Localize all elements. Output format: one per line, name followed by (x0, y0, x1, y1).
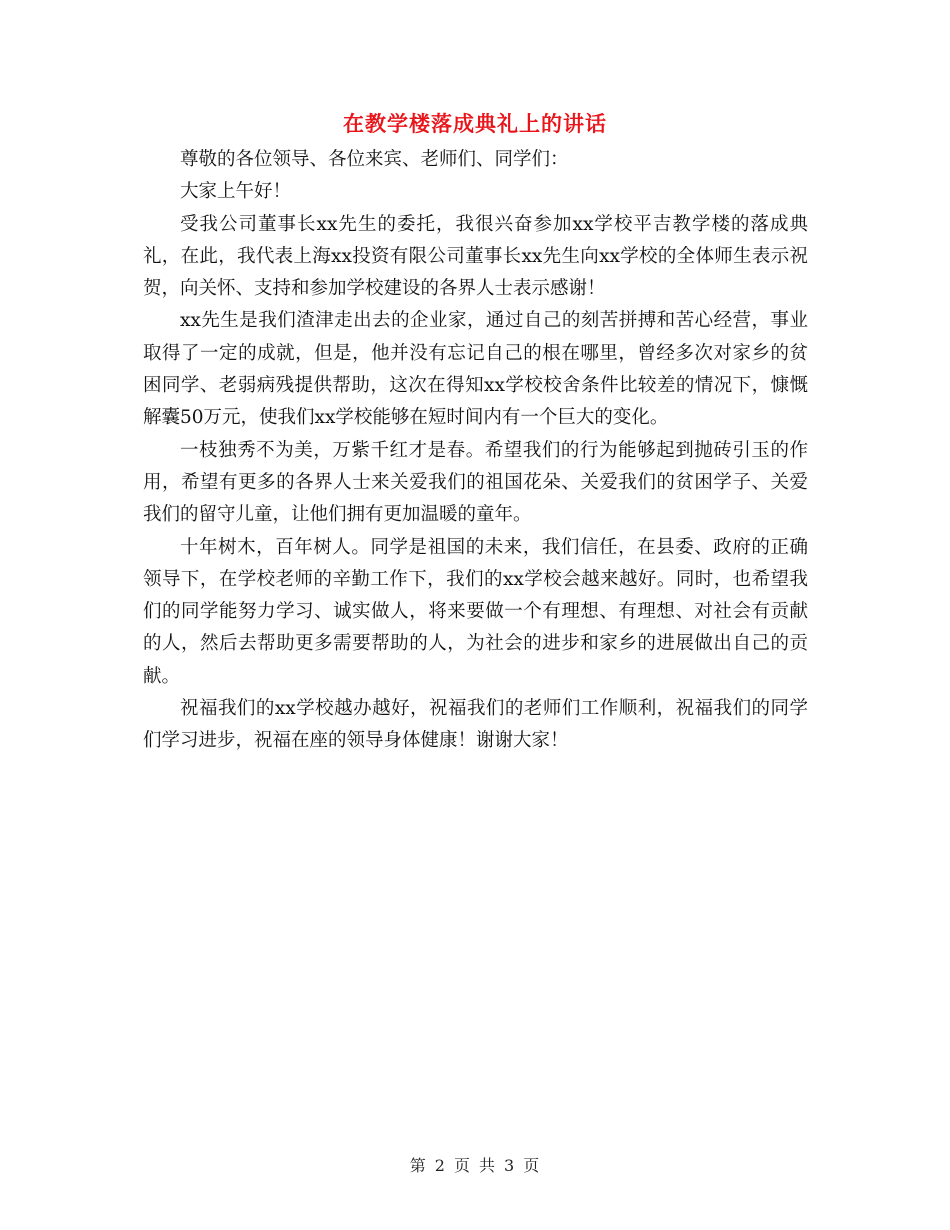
footer-label-di: 第 (409, 1156, 427, 1175)
footer-label-gong: 共 (479, 1156, 497, 1175)
page-footer (0, 1153, 950, 1176)
document-body (143, 144, 808, 758)
paragraph: 十年树木，百年树人。同学是祖国的未来，我们信任，在县委、政府的正确领导下，在学校老师的辛勤工作下，我们的xx学校会越来越好。同时，也希望我们的同学能努力学习、诚实做人，将来要做一个有理想、有理想、对社会有贡献的人，然后去帮助更多需要帮助的人，为社会的进步和家乡的进展做出自己的贡献。 (143, 536, 808, 687)
footer-label-ye: 页 (453, 1156, 471, 1175)
paragraph: xx先生是我们渣津走出去的企业家，通过自己的刻苦拼搏和苦心经营，事业取得了一定的成就，但是，他并没有忘记自己的根在哪里，曾经多次对家乡的贫困同学、老弱病残提供帮助，这次在得知xx学校校舍条件比较差的情况下，慷慨解囊50万元，使我们xx学校能够在短时间内有一个巨大的变化。 (143, 310, 808, 429)
paragraph: 受我公司董事长xx先生的委托，我很兴奋参加xx学校平吉教学楼的落成典礼，在此，我代表上海xx投资有限公司董事长xx先生向xx学校的全体师生表示祝贺，向关怀、支持和参加学校建设的各界人士表示感谢！ (143, 213, 808, 300)
paragraph-closing: 祝福我们的xx学校越办越好，祝福我们的老师们工作顺利，祝福我们的同学们学习进步，祝福在座的领导身体健康！谢谢大家！ (143, 698, 808, 752)
page-number-current: 2 (434, 1156, 446, 1175)
paragraph: 一枝独秀不为美，万紫千红才是春。希望我们的行为能够起到抛砖引玉的作用，希望有更多的各界人士来关爱我们的祖国花朵、关爱我们的贫困学子、关爱我们的留守儿童，让他们拥有更加温暖的童年。 (143, 439, 808, 526)
paragraph-greeting: 大家上午好！ (180, 181, 292, 203)
paragraph-salutation: 尊敬的各位领导、各位来宾、老师们、同学们： (180, 149, 569, 170)
page-number-total: 3 (504, 1156, 516, 1175)
document-title: 在教学楼落成典礼上的讲话 (343, 111, 607, 136)
footer-label-ye-2: 页 (523, 1156, 541, 1175)
